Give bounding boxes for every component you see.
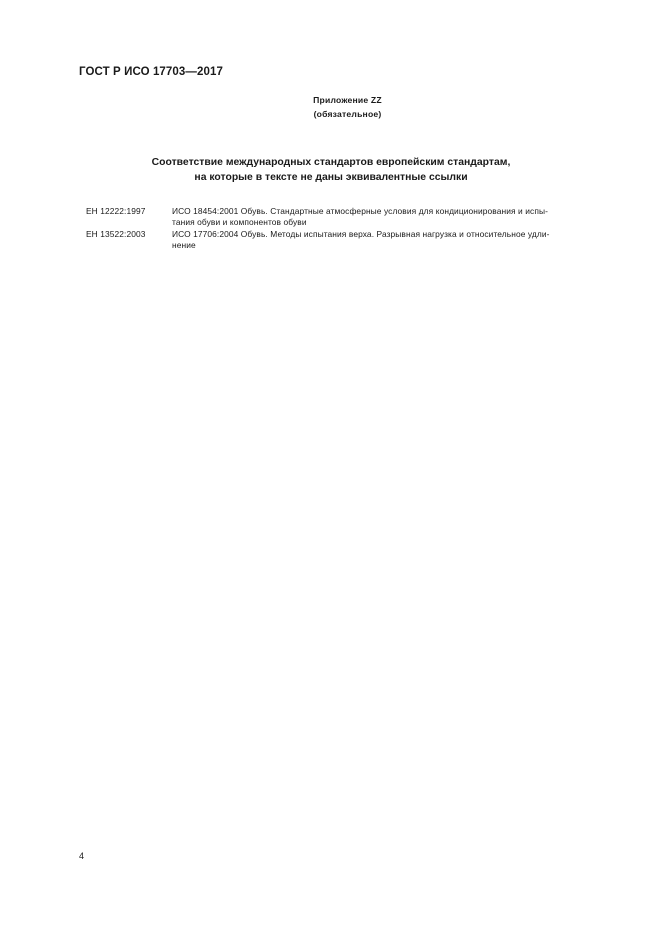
reference-text-line-2: нение xyxy=(172,239,196,250)
annex-title-line-1: Соответствие международных стандартов европейским стандартам, xyxy=(151,157,511,168)
reference-code: ЕН 12222:1997 xyxy=(86,206,146,216)
reference-code: ЕН 13522:2003 xyxy=(86,229,146,239)
reference-text-line-1: ИСО 17706:2004 Обувь. Методы испытания верха. Разрывная нагрузка и относительное удли- xyxy=(172,229,550,239)
reference-row xyxy=(86,206,591,227)
document-code: ГОСТ Р ИСО 17703—2017 xyxy=(79,66,224,78)
reference-list xyxy=(86,206,591,252)
annex-label: Приложение ZZ xyxy=(313,95,382,105)
annex-heading xyxy=(270,93,425,121)
reference-row xyxy=(86,229,591,250)
reference-text-line-1: ИСО 18454:2001 Обувь. Стандартные атмосферные условия для кондиционирования и испы- xyxy=(172,206,548,216)
annex-title-line-2: на которые в тексте не даны эквивалентные ссылки xyxy=(194,172,468,183)
page-number: 4 xyxy=(79,851,85,861)
reference-text xyxy=(172,206,591,227)
reference-text xyxy=(172,229,591,250)
reference-text-line-2: тания обуви и компонентов обуви xyxy=(172,216,307,227)
annex-title xyxy=(79,155,583,185)
annex-status: (обязательное) xyxy=(313,109,382,119)
